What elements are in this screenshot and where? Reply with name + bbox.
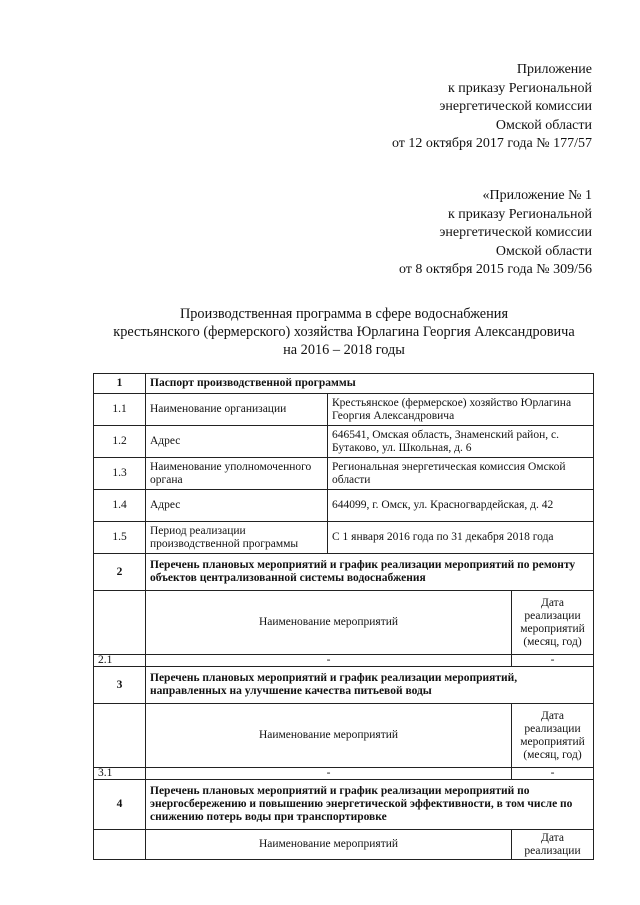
- program-table: [93, 373, 594, 860]
- column-header-date: Дата реализации мероприятий (месяц, год): [512, 591, 594, 655]
- column-header-date: Дата реализации: [512, 830, 594, 860]
- section-title: Перечень плановых мероприятий и график реализации мероприятий по ремонту объектов централизованной системы водоснабжения: [146, 554, 594, 591]
- prior-appendix-line: Омской области: [495, 243, 592, 259]
- section-title: Перечень плановых мероприятий и график реализации мероприятий по энергосбережению и повышению энергетической эффективности, в том числе по снижению потерь воды при транспортировке: [146, 780, 594, 830]
- row-name: -: [146, 768, 512, 780]
- column-header-row: [94, 591, 594, 655]
- table-row: [94, 522, 594, 554]
- title-line: крестьянского (фермерского) хозяйства Юрлагина Георгия Александровича: [113, 324, 575, 340]
- section-title: Перечень плановых мероприятий и график реализации мероприятий, направленных на улучшение качества питьевой воды: [146, 667, 594, 704]
- row-value: Крестьянское (фермерское) хозяйство Юрлагина Георгия Александровича: [328, 394, 594, 426]
- empty-cell: [94, 591, 146, 655]
- row-number: 2.1: [94, 655, 146, 667]
- appendix-line: Омской области: [495, 117, 592, 133]
- row-label: Наименование уполномоченного органа: [146, 458, 328, 490]
- row-value: 646541, Омская область, Знаменский район, с. Бутаково, ул. Школьная, д. 6: [328, 426, 594, 458]
- row-number: 1.3: [94, 458, 146, 490]
- row-value: С 1 января 2016 года по 31 декабря 2018 года: [328, 522, 594, 554]
- section-number: 2: [94, 554, 146, 591]
- title-line: на 2016 – 2018 годы: [283, 342, 405, 358]
- row-value: Региональная энергетическая комиссия Омской области: [328, 458, 594, 490]
- title-line: Производственная программа в сфере водоснабжения: [179, 306, 509, 322]
- row-number: 1.4: [94, 490, 146, 522]
- row-label: Адрес: [146, 426, 328, 458]
- table-row: [94, 394, 594, 426]
- row-label: Адрес: [146, 490, 328, 522]
- prior-appendix-line: от 8 октября 2015 года № 309/56: [398, 262, 592, 277]
- row-number: 1.1: [94, 394, 146, 426]
- appendix-line: к приказу Региональной: [447, 80, 592, 96]
- section-title: Паспорт производственной программы: [146, 374, 594, 394]
- section-2-header: [94, 554, 594, 591]
- prior-appendix-line: «Приложение № 1: [482, 188, 592, 203]
- column-header-row: [94, 704, 594, 768]
- table-row: [94, 655, 594, 667]
- row-number: 1.5: [94, 522, 146, 554]
- prior-appendix-line: к приказу Региональной: [447, 206, 592, 222]
- section-4-header: [94, 780, 594, 830]
- appendix-line: энергетической комиссии: [439, 99, 592, 114]
- column-header-row: [94, 830, 594, 860]
- table-row: [94, 458, 594, 490]
- row-number: 1.2: [94, 426, 146, 458]
- row-label: Период реализации производственной программы: [146, 522, 328, 554]
- column-header-name: Наименование мероприятий: [146, 591, 512, 655]
- section-1-header: [94, 374, 594, 394]
- section-3-header: [94, 667, 594, 704]
- row-value: 644099, г. Омск, ул. Красногвардейская, д. 42: [328, 490, 594, 522]
- document-title: [48, 305, 640, 359]
- empty-cell: [94, 830, 146, 860]
- appendix-line: от 12 октября 2017 года № 177/57: [391, 136, 592, 151]
- row-name: -: [146, 655, 512, 667]
- row-date: -: [512, 768, 594, 780]
- row-date: -: [512, 655, 594, 667]
- row-label: Наименование организации: [146, 394, 328, 426]
- appendix-line: Приложение: [516, 62, 592, 77]
- table-row: [94, 768, 594, 780]
- column-header-name: Наименование мероприятий: [146, 830, 512, 860]
- column-header-name: Наименование мероприятий: [146, 704, 512, 768]
- section-number: 3: [94, 667, 146, 704]
- section-number: 4: [94, 780, 146, 830]
- empty-cell: [94, 704, 146, 768]
- prior-appendix-line: энергетической комиссии: [439, 225, 592, 240]
- row-number: 3.1: [94, 768, 146, 780]
- appendix-header: [392, 61, 592, 154]
- column-header-date: Дата реализации мероприятий (месяц, год): [512, 704, 594, 768]
- section-number: 1: [94, 374, 146, 394]
- table-row: [94, 426, 594, 458]
- prior-appendix-header: [399, 187, 592, 280]
- table-row: [94, 490, 594, 522]
